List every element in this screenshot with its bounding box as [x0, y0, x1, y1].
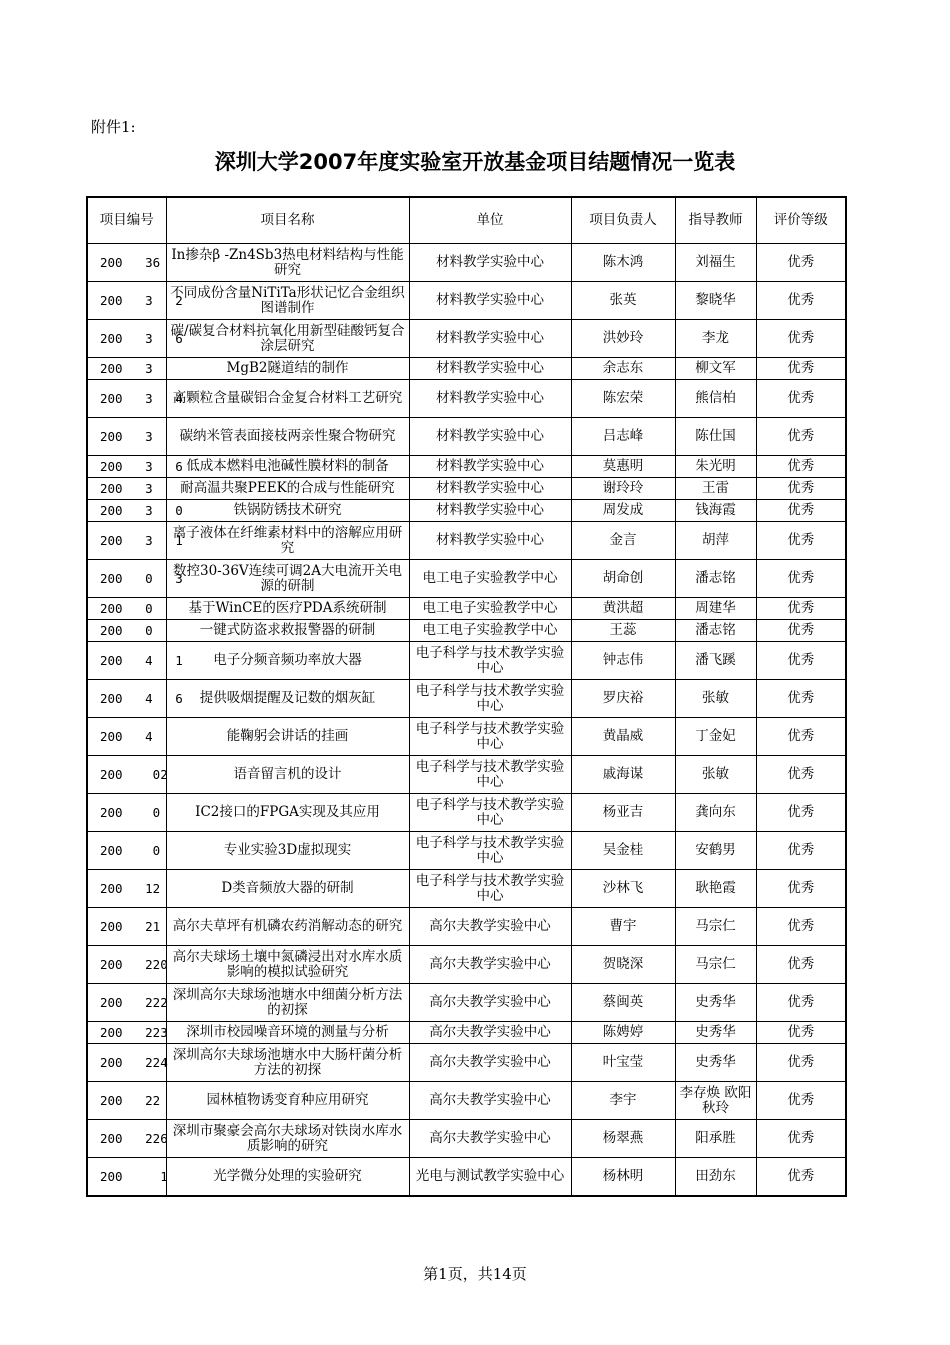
table-row — [87, 500, 846, 522]
advisor-cell: 安鹤男 — [675, 832, 756, 870]
project-id-cell: 200 3 4 — [87, 380, 166, 418]
project-name-cell: 不同成份含量NiTiTa形状记忆合金组织图谱制作 — [166, 282, 409, 320]
grade-cell: 优秀 — [756, 946, 846, 984]
project-name-cell: 一键式防盗求救报警器的研制 — [166, 620, 409, 642]
grade-cell: 优秀 — [756, 358, 846, 380]
leader-cell: 王蕊 — [571, 620, 675, 642]
project-id-cell: 200 22 — [87, 1082, 166, 1120]
table-row — [87, 718, 846, 756]
unit-cell: 高尔夫教学实验中心 — [409, 1082, 571, 1120]
grade-cell: 优秀 — [756, 870, 846, 908]
leader-cell: 陈木鸿 — [571, 244, 675, 282]
advisor-cell: 马宗仁 — [675, 908, 756, 946]
table-row — [87, 380, 846, 418]
header-advisor: 指导教师 — [675, 197, 756, 244]
leader-cell: 吕志峰 — [571, 418, 675, 456]
project-name-cell: In掺杂β -Zn4Sb3热电材料结构与性能研究 — [166, 244, 409, 282]
project-id-cell: 200 3 — [87, 478, 166, 500]
project-id-cell: 200 0 — [87, 620, 166, 642]
project-id-cell: 200 4 6 — [87, 680, 166, 718]
project-id-cell: 200 4 — [87, 718, 166, 756]
leader-cell: 谢玲玲 — [571, 478, 675, 500]
leader-cell: 罗庆裕 — [571, 680, 675, 718]
project-id-cell: 200 12 — [87, 870, 166, 908]
leader-cell: 张英 — [571, 282, 675, 320]
project-name-cell: 深圳市聚豪会高尔夫球场对铁岗水库水质影响的研究 — [166, 1120, 409, 1158]
advisor-cell: 黎晓华 — [675, 282, 756, 320]
unit-cell: 电子科学与技术教学实验中心 — [409, 794, 571, 832]
table-row — [87, 832, 846, 870]
project-id-cell: 200 224 — [87, 1044, 166, 1082]
leader-cell: 金言 — [571, 522, 675, 560]
table-row — [87, 794, 846, 832]
grade-cell: 优秀 — [756, 1022, 846, 1044]
project-id-cell: 200 0 3 — [87, 560, 166, 598]
grade-cell: 优秀 — [756, 478, 846, 500]
project-id-cell: 200 226 — [87, 1120, 166, 1158]
project-id-cell: 200 3 6 — [87, 320, 166, 358]
project-id-cell: 200 36 — [87, 244, 166, 282]
unit-cell: 电子科学与技术教学实验中心 — [409, 680, 571, 718]
project-id-cell: 200 0 — [87, 598, 166, 620]
grade-cell: 优秀 — [756, 282, 846, 320]
project-name-cell: 碳/碳复合材料抗氧化用新型硅酸钙复合涂层研究 — [166, 320, 409, 358]
project-name-cell: 高尔夫球场土壤中氮磷浸出对水库水质影响的模拟试验研究 — [166, 946, 409, 984]
unit-cell: 高尔夫教学实验中心 — [409, 908, 571, 946]
leader-cell: 沙林飞 — [571, 870, 675, 908]
header-grade: 评价等级 — [756, 197, 846, 244]
project-id-cell: 200 3 0 — [87, 500, 166, 522]
table-row — [87, 642, 846, 680]
project-name-cell: 高尔夫草坪有机磷农药消解动态的研究 — [166, 908, 409, 946]
advisor-cell: 柳文军 — [675, 358, 756, 380]
advisor-cell: 胡萍 — [675, 522, 756, 560]
grade-cell: 优秀 — [756, 560, 846, 598]
table-row — [87, 456, 846, 478]
leader-cell: 蔡闽英 — [571, 984, 675, 1022]
table-row — [87, 478, 846, 500]
leader-cell: 李宇 — [571, 1082, 675, 1120]
unit-cell: 材料教学实验中心 — [409, 282, 571, 320]
leader-cell: 杨林明 — [571, 1158, 675, 1196]
unit-cell: 材料教学实验中心 — [409, 320, 571, 358]
advisor-cell: 潘志铭 — [675, 560, 756, 598]
project-id-cell: 200 1 — [87, 1158, 166, 1196]
advisor-cell: 丁金妃 — [675, 718, 756, 756]
grade-cell: 优秀 — [756, 320, 846, 358]
advisor-cell: 钱海霞 — [675, 500, 756, 522]
table-row — [87, 870, 846, 908]
table-header-row — [87, 197, 846, 244]
project-name-cell: 深圳高尔夫球场池塘水中大肠杆菌分析方法的初探 — [166, 1044, 409, 1082]
unit-cell: 材料教学实验中心 — [409, 478, 571, 500]
project-name-cell: 高颗粒含量碳铝合金复合材料工艺研究 — [166, 380, 409, 418]
unit-cell: 材料教学实验中心 — [409, 418, 571, 456]
grade-cell: 优秀 — [756, 598, 846, 620]
unit-cell: 材料教学实验中心 — [409, 380, 571, 418]
unit-cell: 高尔夫教学实验中心 — [409, 1120, 571, 1158]
unit-cell: 材料教学实验中心 — [409, 522, 571, 560]
unit-cell: 电子科学与技术教学实验中心 — [409, 718, 571, 756]
header-leader: 项目负责人 — [571, 197, 675, 244]
leader-cell: 陈娉婷 — [571, 1022, 675, 1044]
unit-cell: 材料教学实验中心 — [409, 500, 571, 522]
advisor-cell: 李龙 — [675, 320, 756, 358]
grade-cell: 优秀 — [756, 1158, 846, 1196]
advisor-cell: 史秀华 — [675, 1022, 756, 1044]
project-name-cell: 低成本燃料电池碱性膜材料的制备 — [166, 456, 409, 478]
grade-cell: 优秀 — [756, 244, 846, 282]
project-id-cell: 200 4 1 — [87, 642, 166, 680]
page-footer: 第1页，共14页 — [423, 1265, 527, 1283]
leader-cell: 陈宏荣 — [571, 380, 675, 418]
header-project-id: 项目编号 — [87, 197, 166, 244]
project-id-cell: 200 222 — [87, 984, 166, 1022]
unit-cell: 高尔夫教学实验中心 — [409, 1022, 571, 1044]
project-name-cell: 提供吸烟提醒及记数的烟灰缸 — [166, 680, 409, 718]
advisor-cell: 龚向东 — [675, 794, 756, 832]
project-name-cell: 碳纳米管表面接枝两亲性聚合物研究 — [166, 418, 409, 456]
project-id-cell: 200 3 — [87, 358, 166, 380]
unit-cell: 高尔夫教学实验中心 — [409, 946, 571, 984]
table-row — [87, 1120, 846, 1158]
advisor-cell: 刘福生 — [675, 244, 756, 282]
advisor-cell: 潘志铭 — [675, 620, 756, 642]
leader-cell: 钟志伟 — [571, 642, 675, 680]
unit-cell: 电子科学与技术教学实验中心 — [409, 756, 571, 794]
project-id-cell: 200 223 — [87, 1022, 166, 1044]
grade-cell: 优秀 — [756, 456, 846, 478]
project-id-cell: 200 3 2 — [87, 282, 166, 320]
leader-cell: 胡命创 — [571, 560, 675, 598]
project-id-cell: 200 220 — [87, 946, 166, 984]
grade-cell: 优秀 — [756, 984, 846, 1022]
leader-cell: 曹宇 — [571, 908, 675, 946]
grade-cell: 优秀 — [756, 794, 846, 832]
project-name-cell: 基于WinCE的医疗PDA系统研制 — [166, 598, 409, 620]
leader-cell: 洪妙玲 — [571, 320, 675, 358]
project-name-cell: MgB2隧道结的制作 — [166, 358, 409, 380]
advisor-cell: 王雷 — [675, 478, 756, 500]
table-row — [87, 418, 846, 456]
table-row — [87, 358, 846, 380]
project-id-cell: 200 02 — [87, 756, 166, 794]
advisor-cell: 史秀华 — [675, 984, 756, 1022]
project-name-cell: 深圳市校园噪音环境的测量与分析 — [166, 1022, 409, 1044]
advisor-cell: 潘飞蹊 — [675, 642, 756, 680]
unit-cell: 材料教学实验中心 — [409, 456, 571, 478]
table-row — [87, 946, 846, 984]
project-id-cell: 200 0 — [87, 794, 166, 832]
unit-cell: 电子科学与技术教学实验中心 — [409, 870, 571, 908]
leader-cell: 余志东 — [571, 358, 675, 380]
project-id-cell: 200 21 — [87, 908, 166, 946]
unit-cell: 电工电子实验教学中心 — [409, 560, 571, 598]
table-row — [87, 282, 846, 320]
unit-cell: 电工电子实验教学中心 — [409, 620, 571, 642]
project-name-cell: 光学微分处理的实验研究 — [166, 1158, 409, 1196]
advisor-cell: 马宗仁 — [675, 946, 756, 984]
grade-cell: 优秀 — [756, 620, 846, 642]
grade-cell: 优秀 — [756, 908, 846, 946]
table-row — [87, 756, 846, 794]
advisor-cell: 张敏 — [675, 680, 756, 718]
grade-cell: 优秀 — [756, 832, 846, 870]
project-id-cell: 200 0 — [87, 832, 166, 870]
project-id-cell: 200 3 1 — [87, 522, 166, 560]
unit-cell: 材料教学实验中心 — [409, 358, 571, 380]
table-row — [87, 620, 846, 642]
attachment-label: 附件1: — [91, 118, 136, 136]
project-name-cell: 园林植物诱变育种应用研究 — [166, 1082, 409, 1120]
table-row — [87, 1082, 846, 1120]
table-row — [87, 680, 846, 718]
grade-cell: 优秀 — [756, 680, 846, 718]
header-project-name: 项目名称 — [166, 197, 409, 244]
table-row — [87, 1158, 846, 1196]
project-name-cell: 电子分频音频功率放大器 — [166, 642, 409, 680]
project-name-cell: 耐高温共聚PEEK的合成与性能研究 — [166, 478, 409, 500]
leader-cell: 叶宝莹 — [571, 1044, 675, 1082]
unit-cell: 高尔夫教学实验中心 — [409, 1044, 571, 1082]
project-name-cell: IC2接口的FPGA实现及其应用 — [166, 794, 409, 832]
table-row — [87, 984, 846, 1022]
leader-cell: 杨翠燕 — [571, 1120, 675, 1158]
page-title: 深圳大学2007年度实验室开放基金项目结题情况一览表 — [214, 150, 736, 174]
advisor-cell: 陈仕国 — [675, 418, 756, 456]
table-row — [87, 244, 846, 282]
grade-cell: 优秀 — [756, 380, 846, 418]
results-table — [86, 196, 847, 1197]
project-id-cell: 200 3 6 — [87, 456, 166, 478]
table-row — [87, 598, 846, 620]
grade-cell: 优秀 — [756, 642, 846, 680]
grade-cell: 优秀 — [756, 1044, 846, 1082]
grade-cell: 优秀 — [756, 718, 846, 756]
header-unit: 单位 — [409, 197, 571, 244]
advisor-cell: 熊信柏 — [675, 380, 756, 418]
table-row — [87, 320, 846, 358]
advisor-cell: 朱光明 — [675, 456, 756, 478]
project-name-cell: 语音留言机的设计 — [166, 756, 409, 794]
unit-cell: 光电与测试教学实验中心 — [409, 1158, 571, 1196]
advisor-cell: 李存焕 欧阳秋玲 — [675, 1082, 756, 1120]
unit-cell: 电子科学与技术教学实验中心 — [409, 642, 571, 680]
unit-cell: 高尔夫教学实验中心 — [409, 984, 571, 1022]
project-name-cell: 能鞠躬会讲话的挂画 — [166, 718, 409, 756]
advisor-cell: 田劲东 — [675, 1158, 756, 1196]
leader-cell: 戚海谋 — [571, 756, 675, 794]
table-row — [87, 908, 846, 946]
grade-cell: 优秀 — [756, 418, 846, 456]
table-row — [87, 1044, 846, 1082]
project-name-cell: 专业实验3D虚拟现实 — [166, 832, 409, 870]
advisor-cell: 周建华 — [675, 598, 756, 620]
leader-cell: 莫惠明 — [571, 456, 675, 478]
unit-cell: 电工电子实验教学中心 — [409, 598, 571, 620]
advisor-cell: 阳承胜 — [675, 1120, 756, 1158]
project-name-cell: 深圳高尔夫球场池塘水中细菌分析方法的初探 — [166, 984, 409, 1022]
unit-cell: 电子科学与技术教学实验中心 — [409, 832, 571, 870]
grade-cell: 优秀 — [756, 500, 846, 522]
leader-cell: 贺晓深 — [571, 946, 675, 984]
project-id-cell: 200 3 — [87, 418, 166, 456]
grade-cell: 优秀 — [756, 1120, 846, 1158]
table-row — [87, 560, 846, 598]
leader-cell: 周发成 — [571, 500, 675, 522]
advisor-cell: 张敏 — [675, 756, 756, 794]
grade-cell: 优秀 — [756, 522, 846, 560]
grade-cell: 优秀 — [756, 756, 846, 794]
leader-cell: 杨亚吉 — [571, 794, 675, 832]
grade-cell: 优秀 — [756, 1082, 846, 1120]
table-row — [87, 522, 846, 560]
advisor-cell: 史秀华 — [675, 1044, 756, 1082]
table-row — [87, 1022, 846, 1044]
leader-cell: 吴金桂 — [571, 832, 675, 870]
project-name-cell: 数控30-36V连续可调2A大电流开关电源的研制 — [166, 560, 409, 598]
advisor-cell: 耿艳霞 — [675, 870, 756, 908]
leader-cell: 黄晶威 — [571, 718, 675, 756]
leader-cell: 黄洪超 — [571, 598, 675, 620]
project-name-cell: 离子液体在纤维素材料中的溶解应用研究 — [166, 522, 409, 560]
unit-cell: 材料教学实验中心 — [409, 244, 571, 282]
project-name-cell: 铁锅防锈技术研究 — [166, 500, 409, 522]
project-name-cell: D类音频放大器的研制 — [166, 870, 409, 908]
